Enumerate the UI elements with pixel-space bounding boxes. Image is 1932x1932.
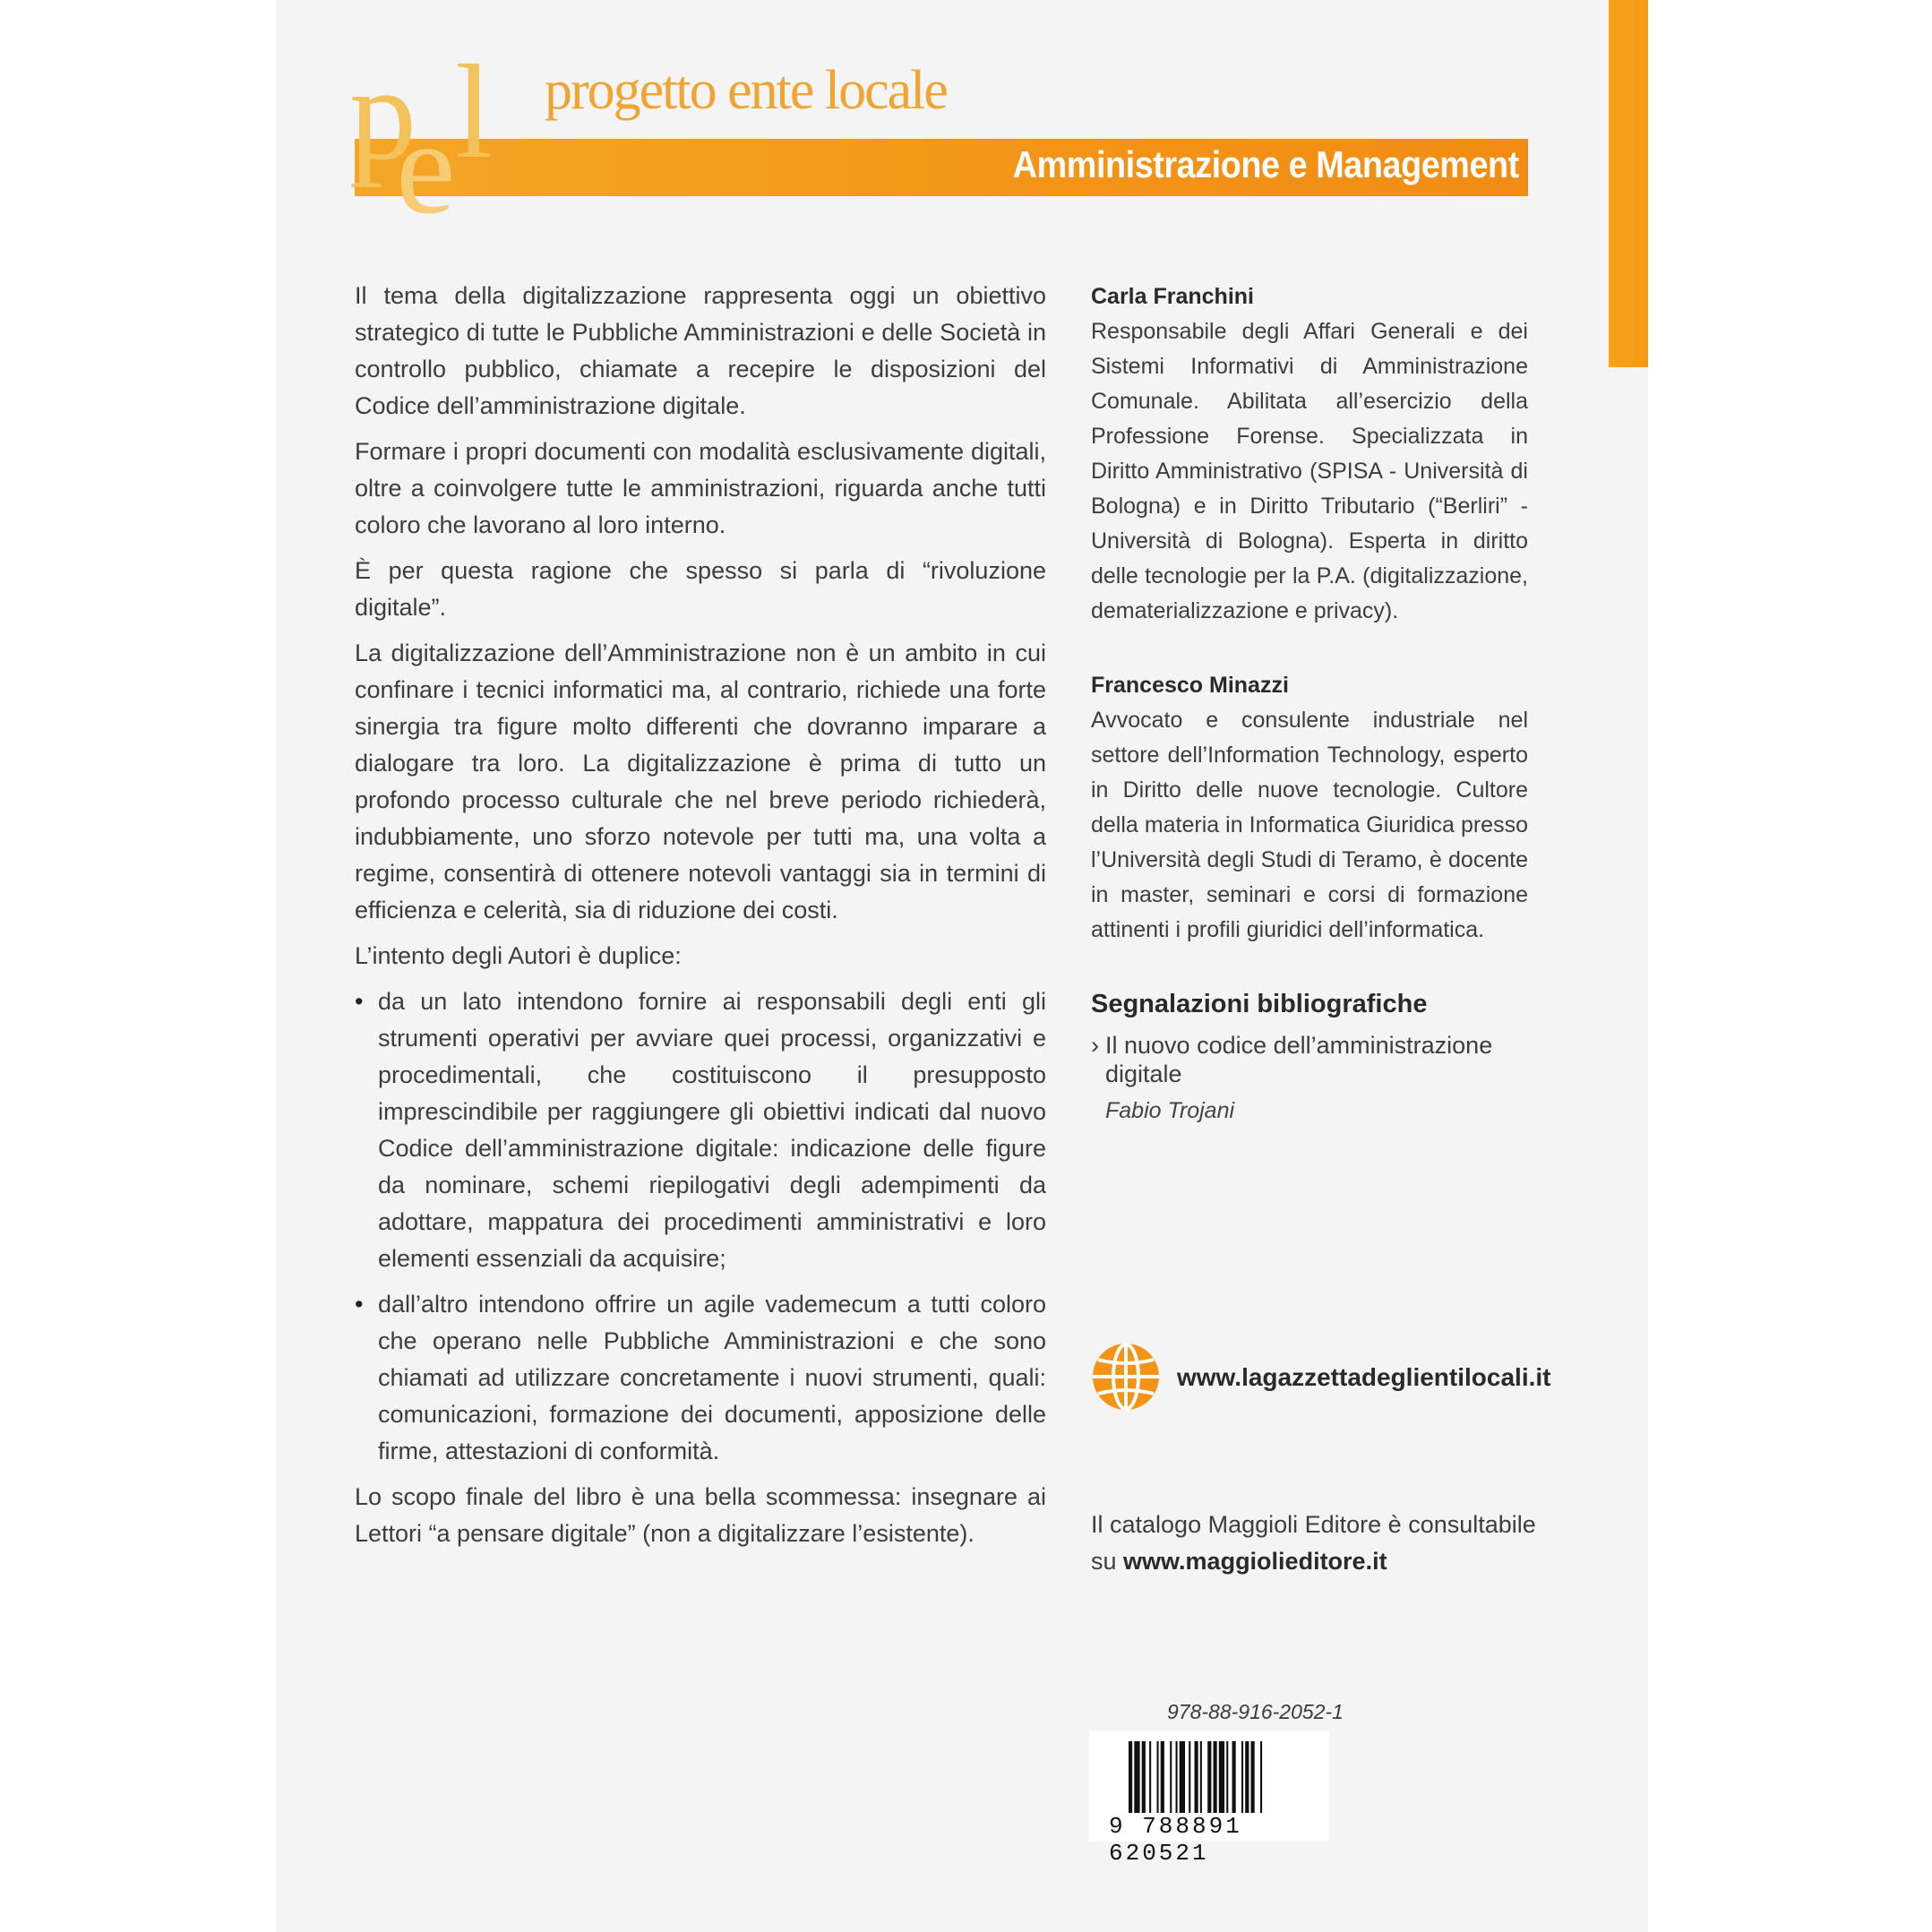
author-block bbox=[1091, 668, 1528, 948]
list-item: • dall’altro intendono offrire un agile vademecum a tutti coloro che operano nelle Pubbliche Amministrazioni e che sono chiamati ad utilizzare concretamente i nuovi strumenti, quali: comunicazioni, formazione dei documenti, apposizione delle firme, attestazioni di conformità. bbox=[355, 1286, 1046, 1470]
chevron-right-icon: › bbox=[1091, 1032, 1099, 1059]
author-bio: Avvocato e consulente industriale nel settore dell’Information Technology, esperto in Diritto delle nuove tecnologie. Cultore della materia in Informatica Giuridica presso l’Università degli Studi di Teramo, è docente in master, seminari e corsi di formazione attinenti i profili giuridici dell’informatica. bbox=[1091, 708, 1528, 942]
list-item: • da un lato intendono fornire ai responsabili degli enti gli strumenti operativi per avviare quei processi, organizzativi e procedimentali, che costituiscono il presupposto imprescindibile per raggiungere gli obiettivi indicati dal nuovo Codice dell’amministrazione digitale: indicazione delle figure da nominare, schemi riepilogativi degli adempimenti da adottare, mappatura dei procedimenti amministrativi e loro elementi essenziali da acquisire; bbox=[355, 983, 1046, 1277]
description-column bbox=[355, 278, 1046, 1561]
website-url[interactable]: www.lagazzettadeglientilocali.it bbox=[1177, 1363, 1551, 1391]
catalog-prefix: su bbox=[1091, 1548, 1117, 1575]
brand-name: progetto ente locale bbox=[545, 60, 947, 121]
authors-column bbox=[1091, 279, 1528, 1129]
author-name: Carla Franchini bbox=[1091, 284, 1254, 309]
globe-icon bbox=[1091, 1342, 1161, 1412]
bibliography-item bbox=[1091, 1031, 1528, 1088]
barcode-digits: 9 788891 620521 bbox=[1109, 1813, 1242, 1867]
catalog-note bbox=[1091, 1507, 1557, 1580]
paragraph: Il tema della digitalizzazione rappresenta oggi un obiettivo strategico di tutte le Pubbliche Amministrazioni e delle Società in controllo pubblico, chiamate a recepire le disposizioni del Codice dell’amministrazione digitale. bbox=[355, 282, 1046, 419]
author-name: Francesco Minazzi bbox=[1091, 673, 1289, 698]
paragraph: Lo scopo finale del libro è una bella scommessa: insegnare ai Lettori “a pensare digitale” (non a digitalizzare l’esistente). bbox=[355, 1483, 1046, 1547]
bullet-list bbox=[355, 983, 1046, 1470]
bullet-icon: • bbox=[355, 988, 364, 1015]
catalog-line: Il catalogo Maggioli Editore è consultabile bbox=[1091, 1511, 1536, 1538]
series-title: Amministrazione e Management bbox=[1012, 143, 1519, 185]
barcode bbox=[1089, 1730, 1329, 1867]
isbn-number: 978-88-916-2052-1 bbox=[1167, 1700, 1344, 1723]
paragraph: La digitalizzazione dell’Amministrazione non è un ambito in cui confinare i tecnici informatici ma, al contrario, richiede una forte sinergia tra figure molto differenti che dovranno imparare a dialogare tra loro. La digitalizzazione è prima di tutto un profondo processo culturale che nel breve periodo richiederà, indubbiamente, uno sforzo notevole per tutti ma, una volta a regime, consentirà di ottenere notevoli vantaggi sia in termini di efficienza e celerità, sia di riduzione dei costi. bbox=[355, 640, 1046, 923]
catalog-url[interactable]: www.maggiolieditore.it bbox=[1123, 1548, 1387, 1575]
orange-side-tab bbox=[1609, 0, 1648, 367]
bibliography-item-title: Il nuovo codice dell’amministrazione digitale bbox=[1105, 1032, 1493, 1087]
bibliography-item-author: Fabio Trojani bbox=[1105, 1098, 1235, 1123]
book-back-cover bbox=[276, 0, 1648, 1932]
pel-logo: p e l bbox=[349, 38, 493, 242]
paragraph: L’intento degli Autori è duplice: bbox=[355, 942, 682, 969]
author-bio: Responsabile degli Affari Generali e dei Sistemi Informativi di Amministrazione Comunale. Abilitata all’esercizio della Professione Forense. Specializzata in Diritto Amministrativo (SPISA - Università di Bologna) e in Diritto Tributario (“Berliri” - Università di Bologna). Esperta in diritto delle tecnologie per la P.A. (digitalizzazione, dematerializzazione e privacy). bbox=[1091, 319, 1528, 623]
website-link[interactable] bbox=[1091, 1342, 1557, 1413]
paragraph: È per questa ragione che spesso si parla di “rivoluzione digitale”. bbox=[355, 557, 1046, 621]
author-block bbox=[1091, 279, 1528, 629]
bullet-icon: • bbox=[355, 1291, 364, 1318]
paragraph: Formare i propri documenti con modalità esclusivamente digitali, oltre a coinvolgere tutte le amministrazioni, riguarda anche tutti coloro che lavorano al loro interno. bbox=[355, 438, 1046, 538]
bibliography-title: Segnalazioni bibliografiche bbox=[1091, 990, 1428, 1018]
